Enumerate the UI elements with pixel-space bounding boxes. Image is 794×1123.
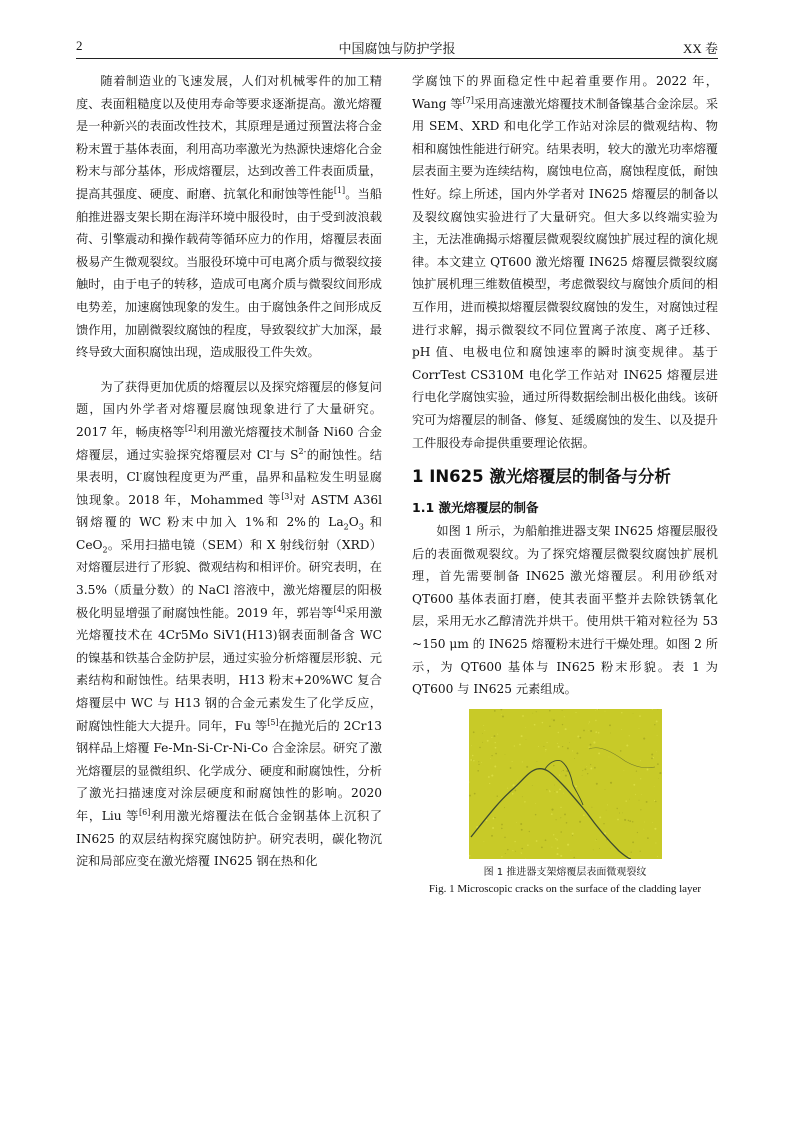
left-column	[76, 70, 382, 873]
figure-caption-en: Fig. 1 Microscopic cracks on the surface of the cladding layer	[428, 882, 702, 895]
section-heading: 1 IN625 激光熔覆层的制备与分析	[412, 467, 671, 487]
citation-ref[interactable]: [3]	[281, 491, 293, 501]
citation-ref[interactable]: [4]	[333, 604, 345, 614]
subsection-heading: 1.1 激光熔覆层的制备	[412, 500, 539, 516]
page-number: 2	[76, 38, 83, 53]
literature-review-paragraph: 为了获得更加优质的熔覆层以及探究熔覆层的修复问题，国内外学者对熔覆层腐蚀现象进行了大量研究。2017 年，畅庚格等[2]利用激光熔覆技术制备 Ni60 合金熔覆层，通过实验探究熔覆层对 Cl-与 $S^{2-}$的耐蚀性。结果表明，Cl-腐蚀程度更为严重，晶界和晶粒发生明显腐蚀现象。2018 年，Mohammed 等[3]对 ASTM A36l 钢熔覆的 WC 粉末中加入 1%和 2%的 $La_2O_3$ 和 CeO$_2$。采用扫描电镜（SEM）和 X 射线衍射（XRD）对熔覆层进行了形貌、微观结构和相评价。研究表明，在 3.5%（质量分数）的 NaCl 溶液中，激光熔覆层的阳极极化明显增强了耐腐蚀性能。2019 年，郭岩等[4]采用激光熔覆技术在 4Cr5Mo SiV1(H13)钢表面制备含 WC 的镍基和铁基合金防护层，通过实验分析熔覆层形貌、元素结构和耐蚀性。结果表明，H13 粉末+20%WC 复合熔覆层中 WC 与 H13 钢的合金元素发生了化学反应，耐腐蚀性能大大提升。同年，Fu 等[5]在抛光后的 2Cr13 钢样品上熔覆 Fe-Mn-Si-Cr-Ni-Co 合金涂层。研究了激光熔覆层的显微组织、化学成分、硬度和耐腐蚀性，分析了激光扫描速度对涂层硬度和耐腐蚀性的影响。2020 年，Liu 等[6]利用激光熔覆法在低合金钢基体上沉积了 IN625 的双层结构探究腐蚀防护。研究表明，碳化物沉淀和局部应变在激光熔覆 IN625 钢在热和化	[76, 379, 383, 869]
volume-label: XX 卷	[682, 41, 718, 56]
journal-title: 中国腐蚀与防护学报	[338, 42, 456, 57]
running-header	[76, 36, 718, 59]
citation-ref[interactable]: [1]	[333, 185, 346, 195]
literature-review-continued: 学腐蚀下的界面稳定性中起着重要作用。2022 年，Wang 等[7]采用高速激光熔覆技术制备镍基合金涂层。采用 SEM、XRD 和电化学工作站对涂层的微观结构、物相和腐蚀性能进行研究。结果表明，较大的激光功率熔覆层表面主要为连续结构，腐蚀电位高，腐蚀程度低，耐蚀性好。综上所述，国内外学者对 IN625 熔覆层的制备以及裂纹腐蚀实验进行了大量研究。但大多以终端实验为主，无法准确揭示熔覆层微观裂纹腐蚀扩展过程的演化规律。本文建立 QT600 激光熔覆 IN625 熔覆层微裂纹腐蚀扩展机理三维数值模型，考虑微裂纹与腐蚀介质间的相互作用，进而模拟熔覆层微裂纹腐蚀的发生，对腐蚀过程进行求解，揭示微裂纹不同位置离子浓度、离子迁移、pH 值、电极电位和腐蚀速率的瞬时演变规律。基于 CorrTest CS310M 电化学工作站对 IN625 熔覆层进行电化学腐蚀实验，通过所得数据绘制出极化曲线。该研究可为熔覆层的制备、修复、延缓腐蚀的发生、以及提升工件服役寿命提供重要理论依据。	[412, 74, 719, 450]
figure-caption-cn: 图 1 推进器支架熔覆层表面微观裂纹	[483, 866, 647, 878]
citation-ref[interactable]: [6]	[139, 807, 151, 817]
intro-paragraph: 随着制造业的飞速发展，人们对机械零件的加工精度、表面粗糙度以及使用寿命等要求逐渐提高。激光熔覆是一种新兴的表面改性技术，其原理是通过预置法将合金粉末置于基体表面，利用高功率激光为热源快速熔化合金粉末与部分基体，形成熔覆层，达到改善工件表面质量，提高其强度、硬度、耐磨、抗氧化和耐蚀等性能[1]。当船舶推进器支架长期在海洋环境中服役时，由于受到波浪载荷、引擎震动和操作载荷等循环应力的作用，熔覆层表面极易产生微观裂纹。当服役环境中可电离介质与微裂纹接触时，由于电子的转移，造成可电离介质与微裂纹间形成电势差，加速腐蚀现象的发生。由于腐蚀条件之间形成反馈作用，加剧微裂纹腐蚀的程度，导致裂纹扩大加深，最终导致大面积腐蚀出现，造成服役工件失效。	[76, 74, 383, 360]
right-column	[412, 70, 718, 897]
citation-ref[interactable]: [2]	[184, 423, 197, 433]
citation-ref[interactable]: [5]	[267, 717, 279, 727]
crack-micrograph-image	[469, 709, 662, 859]
micrograph-figure	[469, 709, 662, 859]
preparation-paragraph: 如图 1 所示，为船舶推进器支架 IN625 熔覆层服役后的表面微观裂纹。为了探究熔覆层微裂纹腐蚀扩展机理，首先需要制备 IN625 激光熔覆层。利用砂纸对 QT600 基体表面打磨，使其表面平整并去除铁锈氧化层，采用无水乙醇清洗并烘干。使用烘干箱对粒径为 53 ~150 μm 的 IN625 熔覆粉末进行干燥处理。如图 2 所示，为 QT600 基体与 IN625 粉末形貌。表 1 为 QT600 与 IN625 元素组成。	[412, 524, 718, 697]
citation-ref[interactable]: [7]	[462, 95, 474, 105]
